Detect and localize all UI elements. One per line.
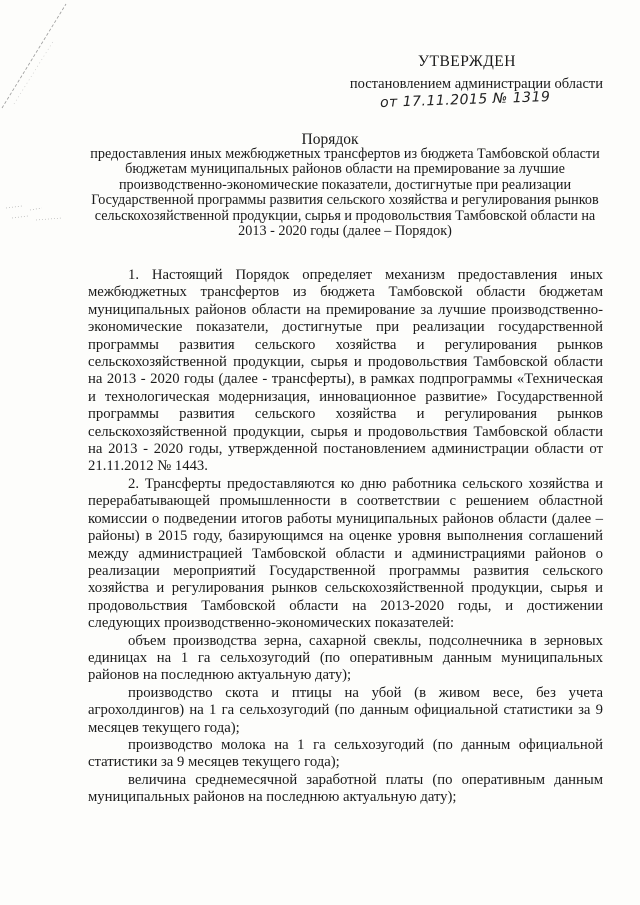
scan-artifact-line bbox=[0, 0, 70, 110]
document-subtitle: предоставления иных межбюджетных трансфертов из бюджета Тамбовской области бюджетам муниципальных районов области на премирование за лучшие производственно-экономические показатели, достигнутые при реализации Государственной программы развития сельского хозяйства и регулирования рынков сельскохозяйственной продукции, сырья и продовольствия Тамбовской области на 2013 - 2020 годы (далее – Порядок) bbox=[90, 146, 600, 240]
approved-by-line: постановлением администрации области bbox=[349, 76, 603, 92]
indicator-milk: производство молока на 1 га сельхозугодий (по данным официальной статистики за 9 месяцев текущего года); bbox=[88, 736, 603, 771]
indicator-livestock: производство скота и птицы на убой (в живом весе, без учета агрохолдингов) на 1 га сельхозугодий (по данным официальной статистики за 9 месяцев текущего года); bbox=[88, 684, 603, 736]
approved-stamp: УТВЕРЖДЕН bbox=[418, 53, 516, 70]
indicator-salary: величина среднемесячной заработной платы (по оперативным данным муниципальных районов на последнюю актуальную дату); bbox=[88, 771, 603, 806]
handwritten-date-number: от 17.11.2015 № 1319 bbox=[379, 89, 551, 111]
paragraph-1: 1. Настоящий Порядок определяет механизм предоставления иных межбюджетных трансфертов из бюджета Тамбовской области бюджетам муниципальных районов области на премирование за лучшие производственно-экономические показатели, достигнутые при реализации государственной программы развития сельского хозяйства и регулирования рынков сельскохозяйственной продукции, сырья и продовольствия Тамбовской области на 2013 - 2020 годы (далее - трансферты), в рамках подпрограммы «Техническая и технологическая модернизация, инновационное развитие» Государственной программы развития сельского хозяйства и регулирования рынков сельскохозяйственной продукции, сырья и продовольствия Тамбовской области на 2013 - 2020 годы, утвержденной постановлением администрации области от 21.11.2012 № 1443. bbox=[88, 267, 603, 475]
indicator-grain: объем производства зерна, сахарной свеклы, подсолнечника в зерновых единицах на 1 га сельхозугодий (по оперативным данным муниципальных районов на последнюю актуальную дату); bbox=[88, 632, 603, 684]
document-body bbox=[88, 267, 603, 807]
margin-scan-noise bbox=[2, 198, 82, 228]
paragraph-2: 2. Трансферты предоставляются ко дню работника сельского хозяйства и перерабатывающей промышленности в соответствии с решением областной комиссии о подведении итогов работы муниципальных районов области (далее – районы) в 2015 году, базирующимся на оценке уровня выполнения соглашений между администрацией Тамбовской области и администрациями районов о реализации мероприятий Государственной программы развития сельского хозяйства и регулирования рынков сельскохозяйственной продукции, сырья и продовольствия Тамбовской области на 2013-2020 годы, и достижении следующих производственно-экономических показателей: bbox=[88, 475, 603, 632]
document-title: Порядок bbox=[301, 131, 359, 148]
